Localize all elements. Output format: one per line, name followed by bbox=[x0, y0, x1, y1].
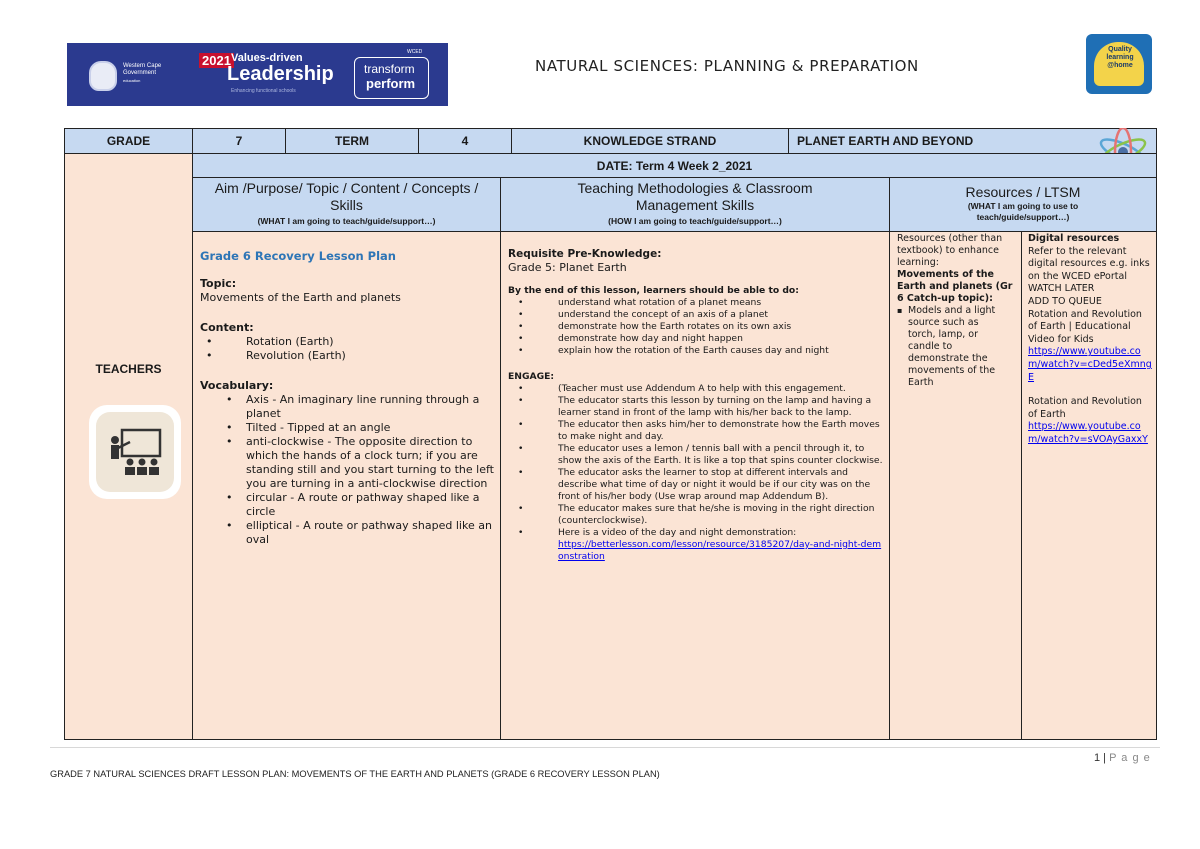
engage-item: • The educator makes sure that he/she is moving in the right direction (counterclockwise). bbox=[508, 503, 884, 527]
video2-title: Rotation and Revolution of Earth bbox=[1028, 396, 1142, 420]
wced-mark: WCED bbox=[407, 49, 423, 55]
res-left-cell bbox=[889, 231, 1022, 740]
engage-list bbox=[508, 383, 884, 539]
res-head-cell: Resources / LTSM (WHAT I am going to use to teach/guide/support…) bbox=[889, 177, 1157, 232]
outcome-item: • explain how the rotation of the Earth causes day and night bbox=[508, 345, 884, 357]
content-item: • Revolution (Earth) bbox=[200, 349, 498, 363]
engage-item: • The educator uses a lemon / tennis ball with a pencil through it, to show the axis of the Earth. It is like a top that spins counter clockwise. bbox=[508, 443, 884, 467]
vocab-item: • Tilted - Tipped at an angle bbox=[200, 421, 498, 435]
grade-value-cell: 7 bbox=[192, 128, 286, 154]
res-topic: Movements of the Earth and planets (Gr 6 Catch-up topic): bbox=[897, 269, 1013, 304]
vocab-item: • Axis - An imaginary line running through a planet bbox=[200, 393, 498, 421]
outcome-item: • demonstrate how the Earth rotates on its own axis bbox=[508, 321, 884, 333]
engage-label: ENGAGE: bbox=[508, 371, 555, 382]
digital-resources-text: Refer to the relevant digital resources e.g. inks on the WCED ePortal bbox=[1028, 245, 1150, 282]
teacher-icon-bg bbox=[89, 405, 181, 499]
strand-label-cell: KNOWLEDGE STRAND bbox=[511, 128, 789, 154]
teacher-board-icon bbox=[108, 428, 164, 476]
footer-text: GRADE 7 NATURAL SCIENCES DRAFT LESSON PLAN: MOVEMENTS OF THE EARTH AND PLANETS (GRADE 6 RECOVERY LESSON PLAN) bbox=[50, 769, 660, 779]
tagline-text: Enhancing functional schools bbox=[231, 88, 296, 94]
outcomes-list bbox=[508, 297, 884, 357]
vocab-item: • circular - A route or pathway shaped like a circle bbox=[200, 491, 498, 519]
engage-item: • The educator asks the learner to stop at different intervals and describe what time of day or night it would be if our city was on the front of his/her body (Use wrap around map Addendum B). bbox=[508, 467, 884, 503]
outcomes-label: By the end of this lesson, learners should be able to do: bbox=[508, 285, 799, 296]
gov-name: Western Cape Government education bbox=[123, 63, 162, 83]
res-item: ▪ Models and a light source such as torch, lamp, or candle to demonstrate the movements of the Earth bbox=[897, 305, 1015, 389]
res-intro: Resources (other than textbook) to enhance learning: bbox=[897, 233, 1003, 268]
youtube-link-1[interactable]: https://www.youtube.com/watch?v=cDed5eXmngE bbox=[1028, 346, 1152, 383]
prior-knowledge-label: Requisite Pre-Knowledge: bbox=[508, 248, 662, 260]
wced-banner-logo bbox=[67, 43, 448, 106]
engage-item: • The educator starts this lesson by turning on the lamp and having a learner stand in front of the lamp with his/her back to the lamp. bbox=[508, 395, 884, 419]
vocab-item: • elliptical - A route or pathway shaped like an oval bbox=[200, 519, 498, 547]
quality-learning-text: Quality learning @home bbox=[1106, 46, 1134, 69]
aim-content-cell bbox=[192, 231, 501, 740]
digital-resources-label: Digital resources bbox=[1028, 233, 1120, 244]
outcome-item: • understand the concept of an axis of a planet bbox=[508, 309, 884, 321]
vocab-label: Vocabulary: bbox=[200, 379, 274, 392]
leadership-text: Leadership bbox=[227, 63, 334, 85]
aim-head-cell: Aim /Purpose/ Topic / Content / Concepts / Skills (WHAT I am going to teach/guide/support…) bbox=[192, 177, 501, 232]
outcome-item: • demonstrate how day and night happen bbox=[508, 333, 884, 345]
transform-text: transform bbox=[364, 62, 415, 76]
perform-text: perform bbox=[366, 76, 416, 91]
res-right-cell bbox=[1021, 231, 1157, 740]
vocab-list bbox=[200, 393, 498, 547]
strand-value-cell: PLANET EARTH AND BEYOND bbox=[788, 128, 1157, 154]
prior-knowledge-text: Grade 5: Planet Earth bbox=[508, 261, 627, 274]
youtube-link-2[interactable]: https://www.youtube.com/watch?v=sVOAyGaxxY bbox=[1028, 421, 1148, 445]
teachers-label: TEACHERS bbox=[95, 362, 162, 376]
values-driven-text: Values-driven bbox=[231, 52, 303, 64]
page-number: 1 | P a g e bbox=[1094, 752, 1151, 764]
year-badge: 2021 bbox=[199, 53, 234, 68]
day-night-video-link[interactable]: https://betterlesson.com/lesson/resource/3185207/day-and-night-demonstration bbox=[558, 539, 882, 562]
engage-item: • The educator then asks him/her to demonstrate how the Earth moves to make night and day. bbox=[508, 419, 884, 443]
page-title: NATURAL SCIENCES: PLANNING & PREPARATION bbox=[535, 57, 919, 75]
grade-label-cell: GRADE bbox=[64, 128, 193, 154]
add-to-queue-text: ADD TO QUEUE bbox=[1028, 295, 1102, 307]
topic-text: Movements of the Earth and planets bbox=[200, 291, 401, 304]
teach-content-cell bbox=[500, 231, 890, 740]
teach-head-cell: Teaching Methodologies & Classroom Management Skills (HOW I am going to teach/guide/support…) bbox=[500, 177, 890, 232]
teachers-cell bbox=[64, 153, 193, 740]
quality-learning-logo bbox=[1086, 34, 1152, 94]
content-item: • Rotation (Earth) bbox=[200, 335, 498, 349]
content-label: Content: bbox=[200, 321, 254, 334]
term-label-cell: TERM bbox=[285, 128, 419, 154]
vocab-item: • anti-clockwise - The opposite direction to which the hands of a clock turn; if you are standing still and you start turning to the left you are turning in a anti-clockwise direction bbox=[200, 435, 498, 491]
date-cell: DATE: Term 4 Week 2_2021 bbox=[192, 153, 1157, 178]
footer-divider bbox=[50, 747, 1160, 748]
content-list bbox=[200, 335, 498, 363]
video1-title: Rotation and Revolution of Earth | Educational Video for Kids bbox=[1028, 308, 1142, 345]
wc-crest-icon bbox=[89, 61, 117, 91]
outcome-item: • understand what rotation of a planet means bbox=[508, 297, 884, 309]
lesson-title: Grade 6 Recovery Lesson Plan bbox=[200, 249, 396, 263]
engage-item: • Here is a video of the day and night demonstration: bbox=[508, 527, 884, 539]
term-value-cell: 4 bbox=[418, 128, 512, 154]
engage-item: • (Teacher must use Addendum A to help with this engagement. bbox=[508, 383, 884, 395]
topic-label: Topic: bbox=[200, 277, 237, 290]
watch-later-text: WATCH LATER bbox=[1028, 283, 1095, 295]
